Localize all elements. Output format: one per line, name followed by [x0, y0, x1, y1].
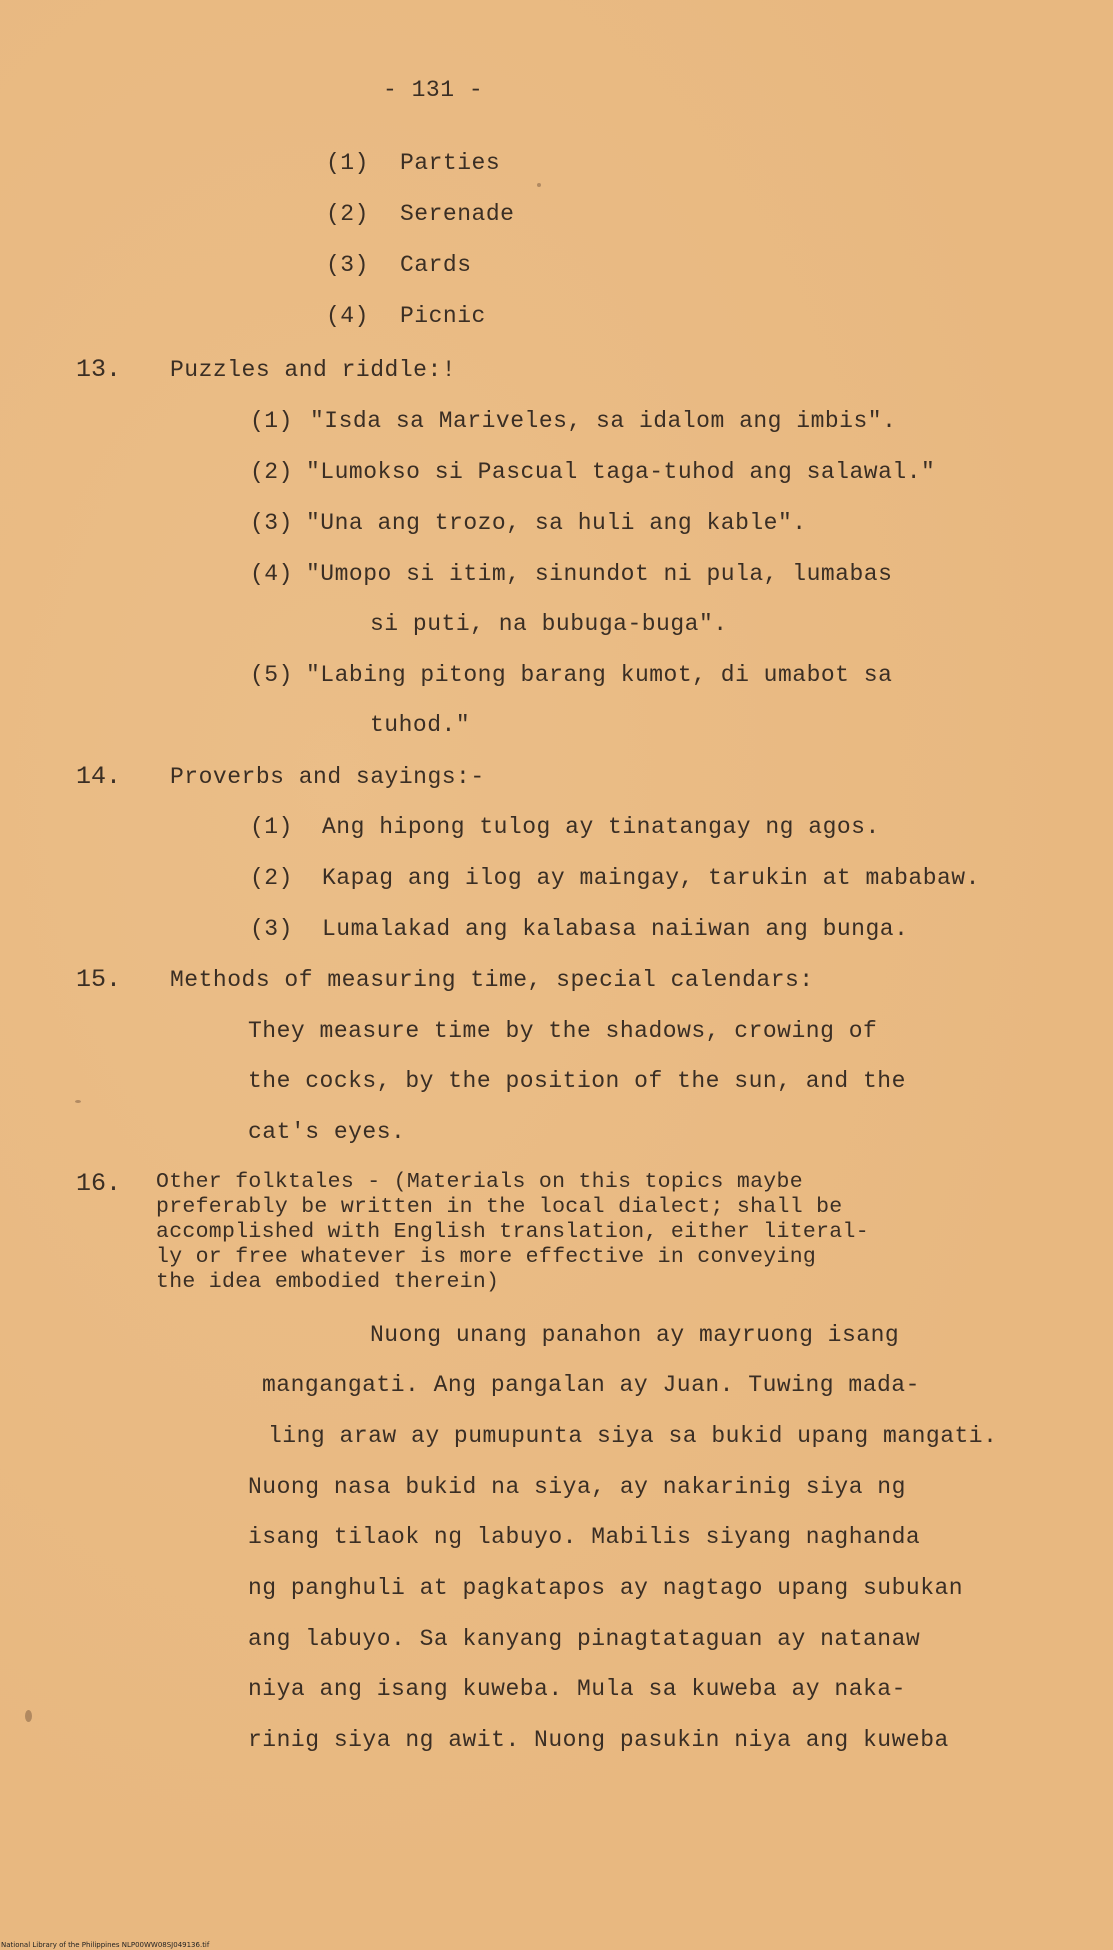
list-item-number: (2)	[326, 201, 369, 227]
riddle-text: "Labing pitong barang kumot, di umabot sa	[306, 662, 893, 688]
riddle-text: "Umopo si itim, sinundot ni pula, lumabas	[306, 561, 893, 587]
story-line: ang labuyo. Sa kanyang pinagtataguan ay natanaw	[248, 1626, 921, 1652]
paper-speck	[537, 183, 541, 187]
proverb-number: (1)	[250, 814, 293, 840]
story-line: ling araw ay pumupunta siya sa bukid upang mangati.	[268, 1423, 998, 1449]
proverb-number: (3)	[250, 916, 293, 942]
section-heading-line: ly or free whatever is more effective in conveying	[156, 1245, 817, 1269]
section-heading: Methods of measuring time, special calendars:	[170, 967, 814, 993]
riddle-number: (5)	[250, 662, 293, 688]
riddle-text-continued: si puti, na bubuga-buga".	[370, 611, 728, 637]
proverb-text: Ang hipong tulog ay tinatangay ng agos.	[322, 814, 880, 840]
page-number: - 131 -	[383, 77, 484, 103]
section-number: 14.	[76, 762, 122, 791]
list-item: Cards	[400, 252, 472, 278]
riddle-text-continued: tuhod."	[370, 712, 471, 738]
archive-footer: National Library of the Philippines NLP00WW08SJ049136.tif	[1, 1941, 210, 1949]
section-number: 13.	[76, 355, 122, 384]
list-item: Picnic	[400, 303, 486, 329]
section-number: 15.	[76, 965, 122, 994]
riddle-number: (1)	[250, 408, 293, 434]
section-number: 16.	[76, 1169, 122, 1198]
paper-stain	[25, 1710, 32, 1722]
paragraph-line: cat's eyes.	[248, 1119, 406, 1145]
story-line: Nuong unang panahon ay mayruong isang	[370, 1322, 900, 1348]
section-heading: Puzzles and riddle:!	[170, 357, 457, 383]
list-item-number: (1)	[326, 150, 369, 176]
story-line: isang tilaok ng labuyo. Mabilis siyang naghanda	[248, 1524, 921, 1550]
proverb-number: (2)	[250, 865, 293, 891]
riddle-number: (3)	[250, 510, 293, 536]
section-heading-line: the idea embodied therein)	[156, 1270, 500, 1294]
section-heading-line: accomplished with English translation, either literal-	[156, 1220, 869, 1244]
story-line: mangangati. Ang pangalan ay Juan. Tuwing mada-	[262, 1372, 920, 1398]
section-heading-line: Other folktales - (Materials on this topics maybe	[156, 1170, 803, 1194]
paragraph-line: They measure time by the shadows, crowing of	[248, 1018, 878, 1044]
proverb-text: Lumalakad ang kalabasa naiiwan ang bunga.	[322, 916, 909, 942]
riddle-text: "Una ang trozo, sa huli ang kable".	[306, 510, 807, 536]
proverb-text: Kapag ang ilog ay maingay, tarukin at mababaw.	[322, 865, 980, 891]
section-heading: Proverbs and sayings:-	[170, 764, 485, 790]
paper-speck	[75, 1100, 81, 1103]
riddle-number: (4)	[250, 561, 293, 587]
riddle-text: "Isda sa Mariveles, sa idalom ang imbis".	[310, 408, 897, 434]
story-line: niya ang isang kuweba. Mula sa kuweba ay naka-	[248, 1676, 906, 1702]
story-line: Nuong nasa bukid na siya, ay nakarinig siya ng	[248, 1474, 906, 1500]
list-item-number: (4)	[326, 303, 369, 329]
story-line: rinig siya ng awit. Nuong pasukin niya ang kuweba	[248, 1727, 949, 1753]
story-line: ng panghuli at pagkatapos ay nagtago upang subukan	[248, 1575, 964, 1601]
riddle-number: (2)	[250, 459, 293, 485]
paragraph-line: the cocks, by the position of the sun, and the	[248, 1068, 906, 1094]
list-item: Serenade	[400, 201, 515, 227]
riddle-text: "Lumokso si Pascual taga-tuhod ang salawal."	[306, 459, 936, 485]
section-heading-line: preferably be written in the local dialect; shall be	[156, 1195, 843, 1219]
list-item-number: (3)	[326, 252, 369, 278]
list-item: Parties	[400, 150, 501, 176]
